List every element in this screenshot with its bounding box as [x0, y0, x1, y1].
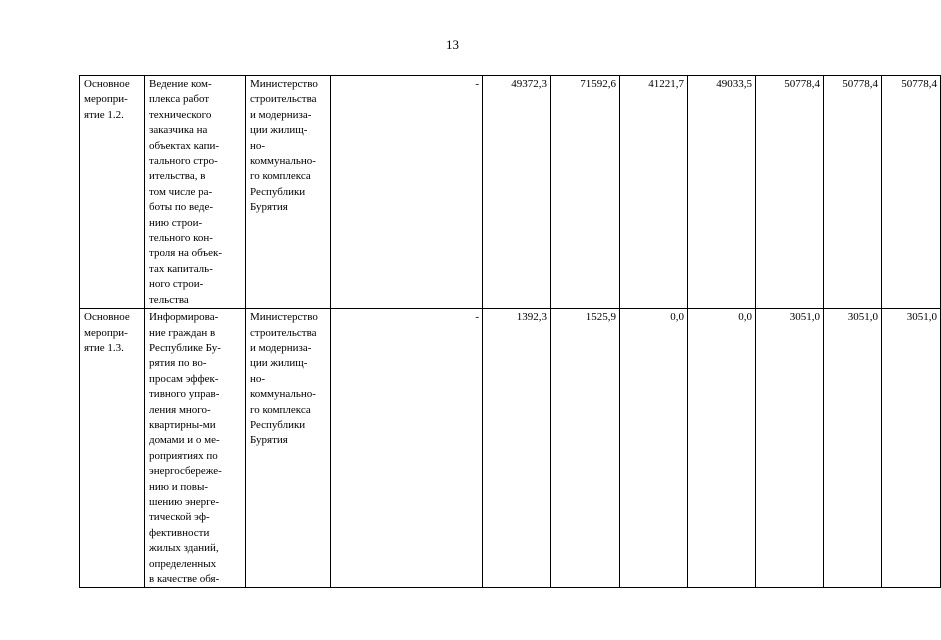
value-cell: 1392,3	[483, 309, 551, 588]
value-cell: 1525,9	[551, 309, 620, 588]
activity-cell: Основное меропри- ятие 1.2.	[80, 76, 145, 309]
activity-cell: Основное меропри- ятие 1.3.	[80, 309, 145, 588]
value-cell: 0,0	[688, 309, 756, 588]
value-cell: 71592,6	[551, 76, 620, 309]
value-cell: 50778,4	[824, 76, 882, 309]
value-cell: 49033,5	[688, 76, 756, 309]
table-row	[80, 309, 941, 588]
value-cell: 3051,0	[882, 309, 941, 588]
value-cell: 3051,0	[756, 309, 824, 588]
description-cell: Ведение ком- плекса работ технического заказчика на объектах капи- тального стро- ительства, в том числе ра- боты по веде- нию строи- тельного кон- троля на объек- тах капиталь- ного строи- тельства	[145, 76, 246, 309]
dash-cell: -	[331, 76, 483, 309]
budget-table	[79, 75, 941, 588]
value-cell: 0,0	[620, 309, 688, 588]
description-cell: Информирова- ние граждан в Республике Бу- рятия по во- просам эффек- тивного управ- ления много- квартирны-ми домами и о ме- роприятиях по энергосбереже- нию и повы- шению энерге- тической эф- фективности жилых зданий, определенных в качестве обя-	[145, 309, 246, 588]
executor-cell: Министерство строительства и модерниза- ции жилищ- но- коммунально- го комплекса Республики Бурятия	[246, 309, 331, 588]
value-cell: 3051,0	[824, 309, 882, 588]
value-cell: 50778,4	[882, 76, 941, 309]
dash-cell: -	[331, 309, 483, 588]
executor-cell: Министерство строительства и модерниза- ции жилищ- но- коммунально- го комплекса Республики Бурятия	[246, 76, 331, 309]
page-number: 13	[446, 37, 459, 52]
value-cell: 50778,4	[756, 76, 824, 309]
value-cell: 41221,7	[620, 76, 688, 309]
table-row	[80, 76, 941, 309]
value-cell: 49372,3	[483, 76, 551, 309]
